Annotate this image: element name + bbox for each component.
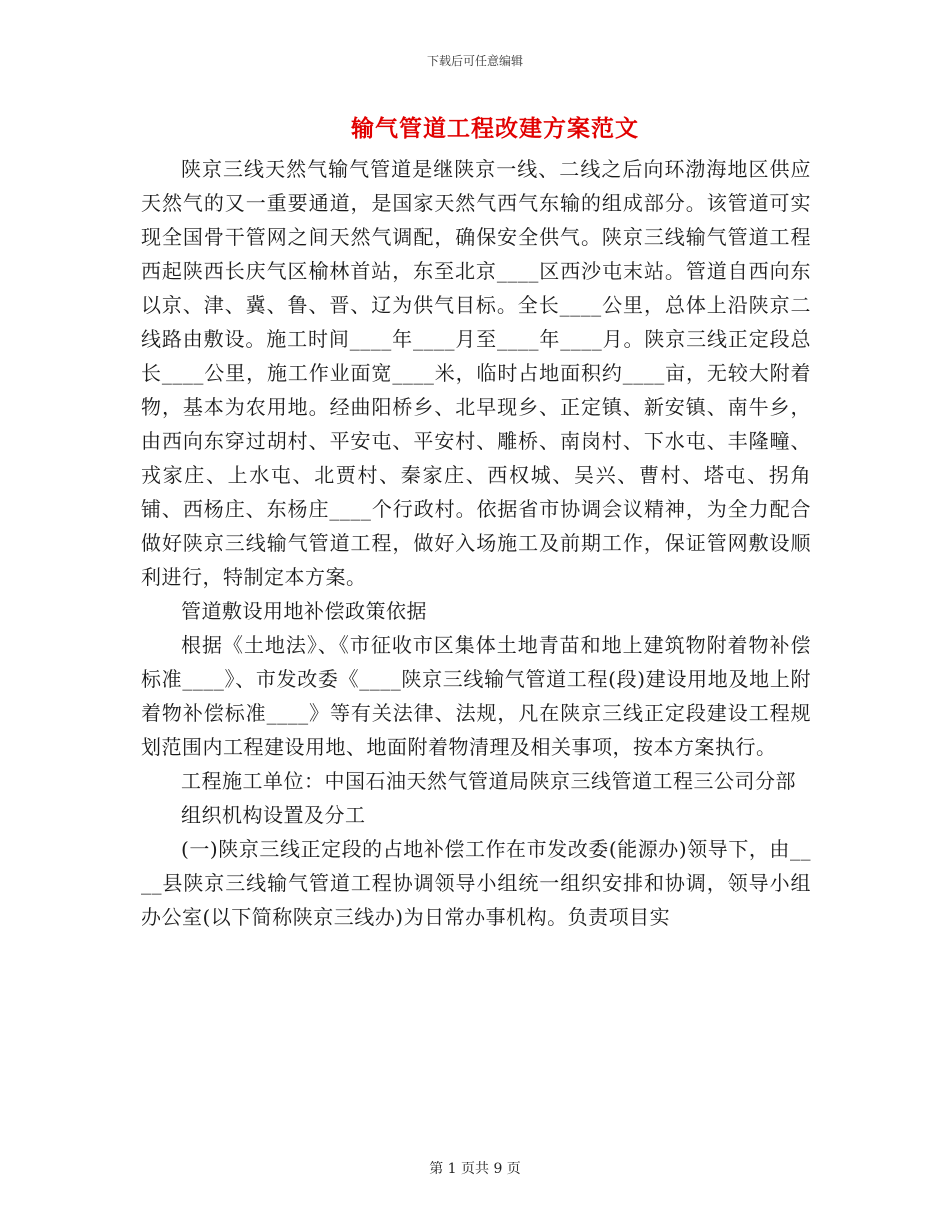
document-body — [141, 152, 811, 934]
paragraph-policy: 根据《土地法》、《市征收市区集体土地青苗和地上建筑物附着物补偿标准____》、市发改委《____陕京三线输气管道工程(段)建设用地及地上附着物补偿标准____》等有关法律、法规，凡在陕京三线正定段建设工程规划范围内工程建设用地、地面附着物清理及相关事项，按本方案执行。 — [141, 633, 811, 759]
paragraph-org-1: (一)陕京三线正定段的占地补偿工作在市发改委(能源办)领导下，由____县陕京三线输气管道工程协调领导小组统一组织安排和协调，领导小组办公室(以下简称陕京三线办)为日常办事机构。负责项目实 — [141, 837, 811, 929]
page-header: 下载后可任意编辑 — [426, 54, 523, 68]
paragraph-policy-heading: 管道敷设用地补偿政策依据 — [181, 599, 427, 623]
page-footer: 第 1 页共 9 页 — [429, 1161, 521, 1177]
paragraph-intro: 陕京三线天然气输气管道是继陕京一线、二线之后向环渤海地区供应天然气的又一重要通道，是国家天然气西气东输的组成部分。该管道可实现全国骨干管网之间天然气调配，确保安全供气。陕京三线输气管道工程西起陕西长庆气区榆林首站，东至北京____区西沙屯末站。管道自西向东以京、津、冀、鲁、晋、辽为供气目标。全长____公里，总体上沿陕京二线路由敷设。施工时间____年____月至____年____月。陕京三线正定段总长____公里，施工作业面宽____米，临时占地面积约____亩，无较大附着物，基本为农用地。经曲阳桥乡、北早现乡、正定镇、新安镇、南牛乡，由西向东穿过胡村、平安屯、平安村、雕桥、南岗村、下水屯、丰隆疃、戎家庄、上水屯、北贾村、秦家庄、西权城、吴兴、曹村、塔屯、拐角铺、西杨庄、东杨庄____个行政村。依据省市协调会议精神，为全力配合做好陕京三线输气管道工程，做好入场施工及前期工作，保证管网敷设顺利进行，特制定本方案。 — [141, 157, 811, 589]
document-title: 输气管道工程改建方案范文 — [351, 115, 639, 142]
paragraph-contractor: 工程施工单位：中国石油天然气管道局陕京三线管道工程三公司分部 — [181, 769, 796, 793]
paragraph-org-heading: 组织机构设置及分工 — [181, 803, 366, 827]
